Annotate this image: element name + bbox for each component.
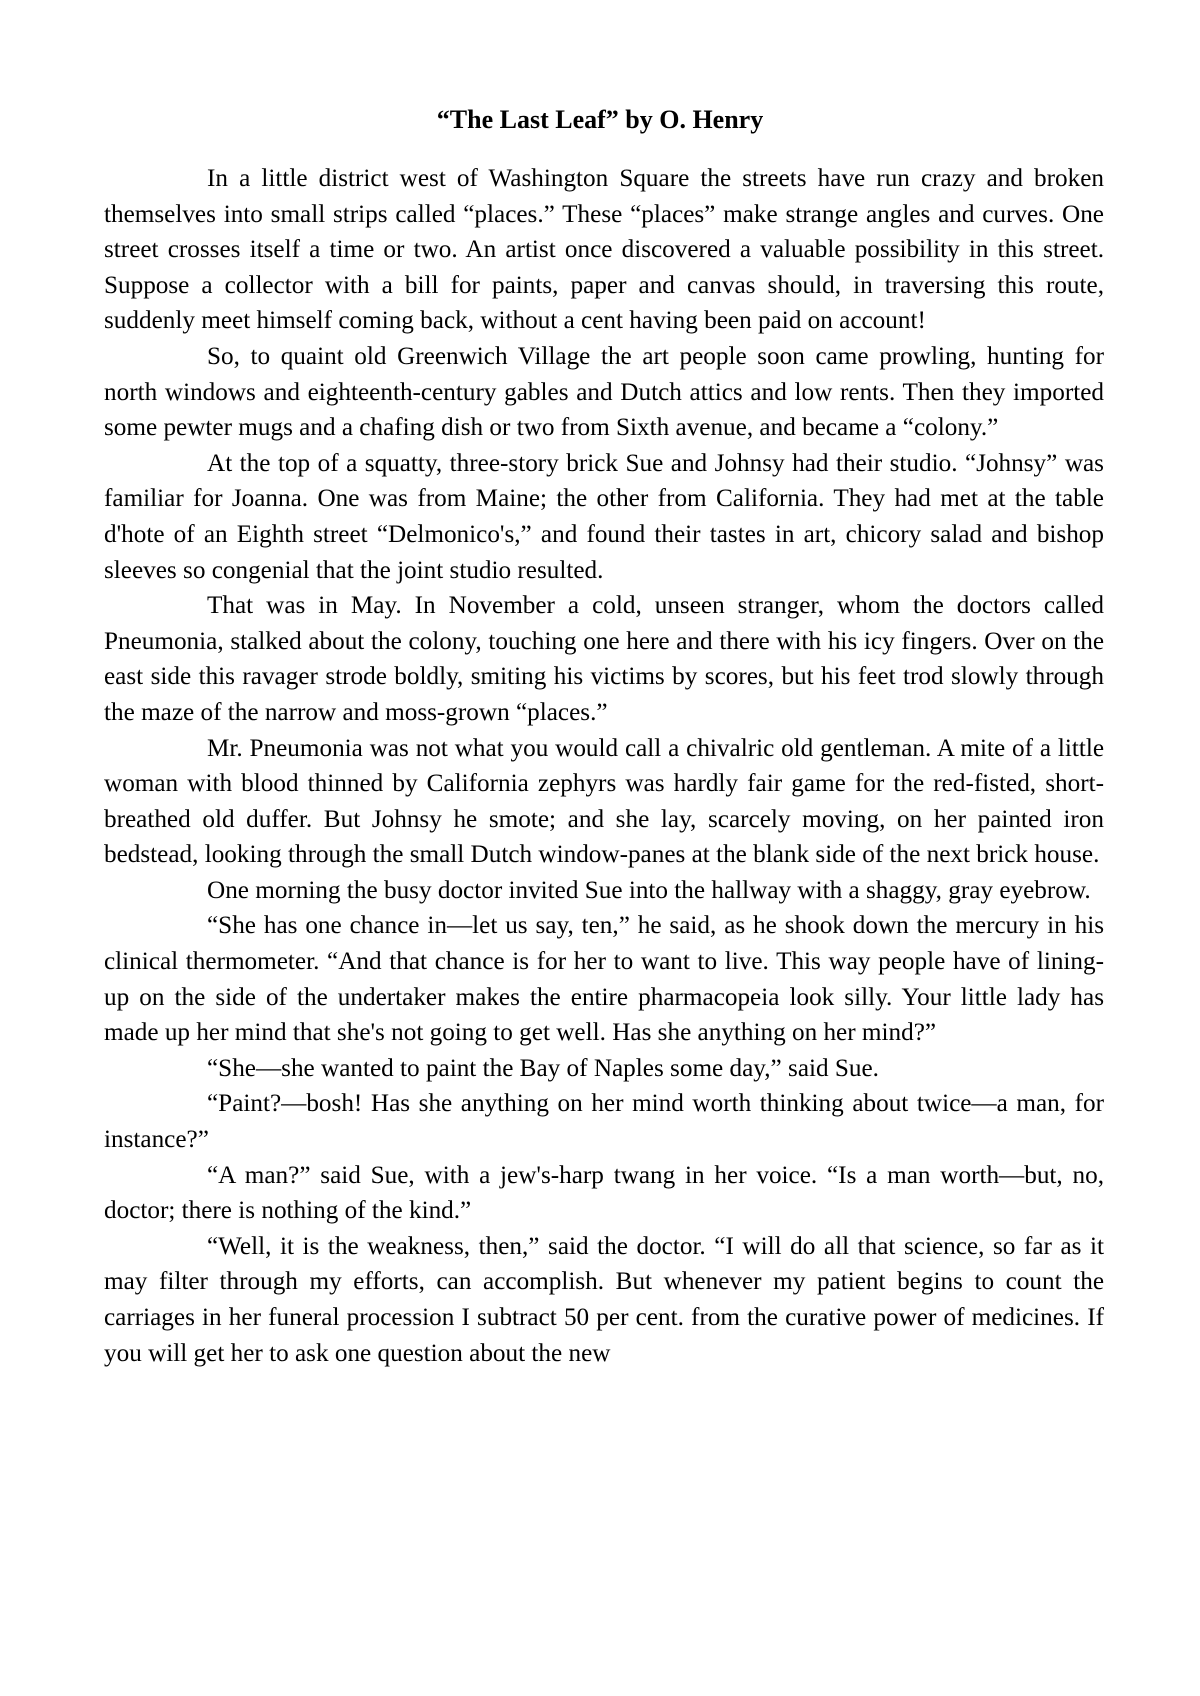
paragraph-5: Mr. Pneumonia was not what you would call a chivalric old gentleman. A mite of a little woman with blood thinned by California zephyrs was hardly fair game for the red-fisted, short-breathed old duffer. But Johnsy he smote; and she lay, scarcely moving, on her painted iron bedstead, looking through the small Dutch window-panes at the blank side of the next brick house. [104, 734, 1104, 869]
paragraph-11: “Well, it is the weakness, then,” said the doctor. “I will do all that science, so far as it may filter through my efforts, can accomplish. But whenever my patient begins to count the carriages in her funeral procession I subtract 50 per cent. from the curative power of medicines. If you will get her to ask one question about the new [104, 1232, 1104, 1367]
document-body [104, 161, 1104, 1371]
paragraph-9: “Paint?—bosh! Has she anything on her mind worth thinking about twice—a man, for instance?” [104, 1090, 1104, 1154]
paragraph-3: At the top of a squatty, three-story brick Sue and Johnsy had their studio. “Johnsy” was familiar for Joanna. One was from Maine; the other from California. They had met at the table d'hote of an Eighth street “Delmonico's,” and found their tastes in art, chicory salad and bishop sleeves so congenial that the joint studio resulted. [104, 449, 1104, 584]
document-title: “The Last Leaf” by O. Henry [436, 105, 764, 134]
paragraph-8: “She—she wanted to paint the Bay of Naples some day,” said Sue. [207, 1054, 879, 1082]
paragraph-10: “A man?” said Sue, with a jew's-harp twang in her voice. “Is a man worth—but, no, doctor; there is nothing of the kind.” [104, 1161, 1104, 1225]
paragraph-1: In a little district west of Washington Square the streets have run crazy and broken themselves into small strips called “places.” These “places” make strange angles and curves. One street crosses itself a time or two. An artist once discovered a valuable possibility in this street. Suppose a collector with a bill for paints, paper and canvas should, in traversing this route, suddenly meet himself coming back, without a cent having been paid on account! [104, 165, 1104, 335]
paragraph-7: “She has one chance in—let us say, ten,” he said, as he shook down the mercury in his clinical thermometer. “And that chance is for her to want to live. This way people have of lining-up on the side of the undertaker makes the entire pharmacopeia look silly. Your little lady has made up her mind that she's not going to get well. Has she anything on her mind?” [104, 912, 1104, 1047]
paragraph-2: So, to quaint old Greenwich Village the art people soon came prowling, hunting for north windows and eighteenth-century gables and Dutch attics and low rents. Then they imported some pewter mugs and a chafing dish or two from Sixth avenue, and became a “colony.” [104, 342, 1104, 442]
paragraph-4: That was in May. In November a cold, unseen stranger, whom the doctors called Pneumonia, stalked about the colony, touching one here and there with his icy fingers. Over on the east side this ravager strode boldly, smiting his victims by scores, but his feet trod slowly through the maze of the narrow and moss-grown “places.” [104, 592, 1104, 726]
paragraph-6: One morning the busy doctor invited Sue into the hallway with a shaggy, gray eyebrow. [207, 876, 1091, 904]
